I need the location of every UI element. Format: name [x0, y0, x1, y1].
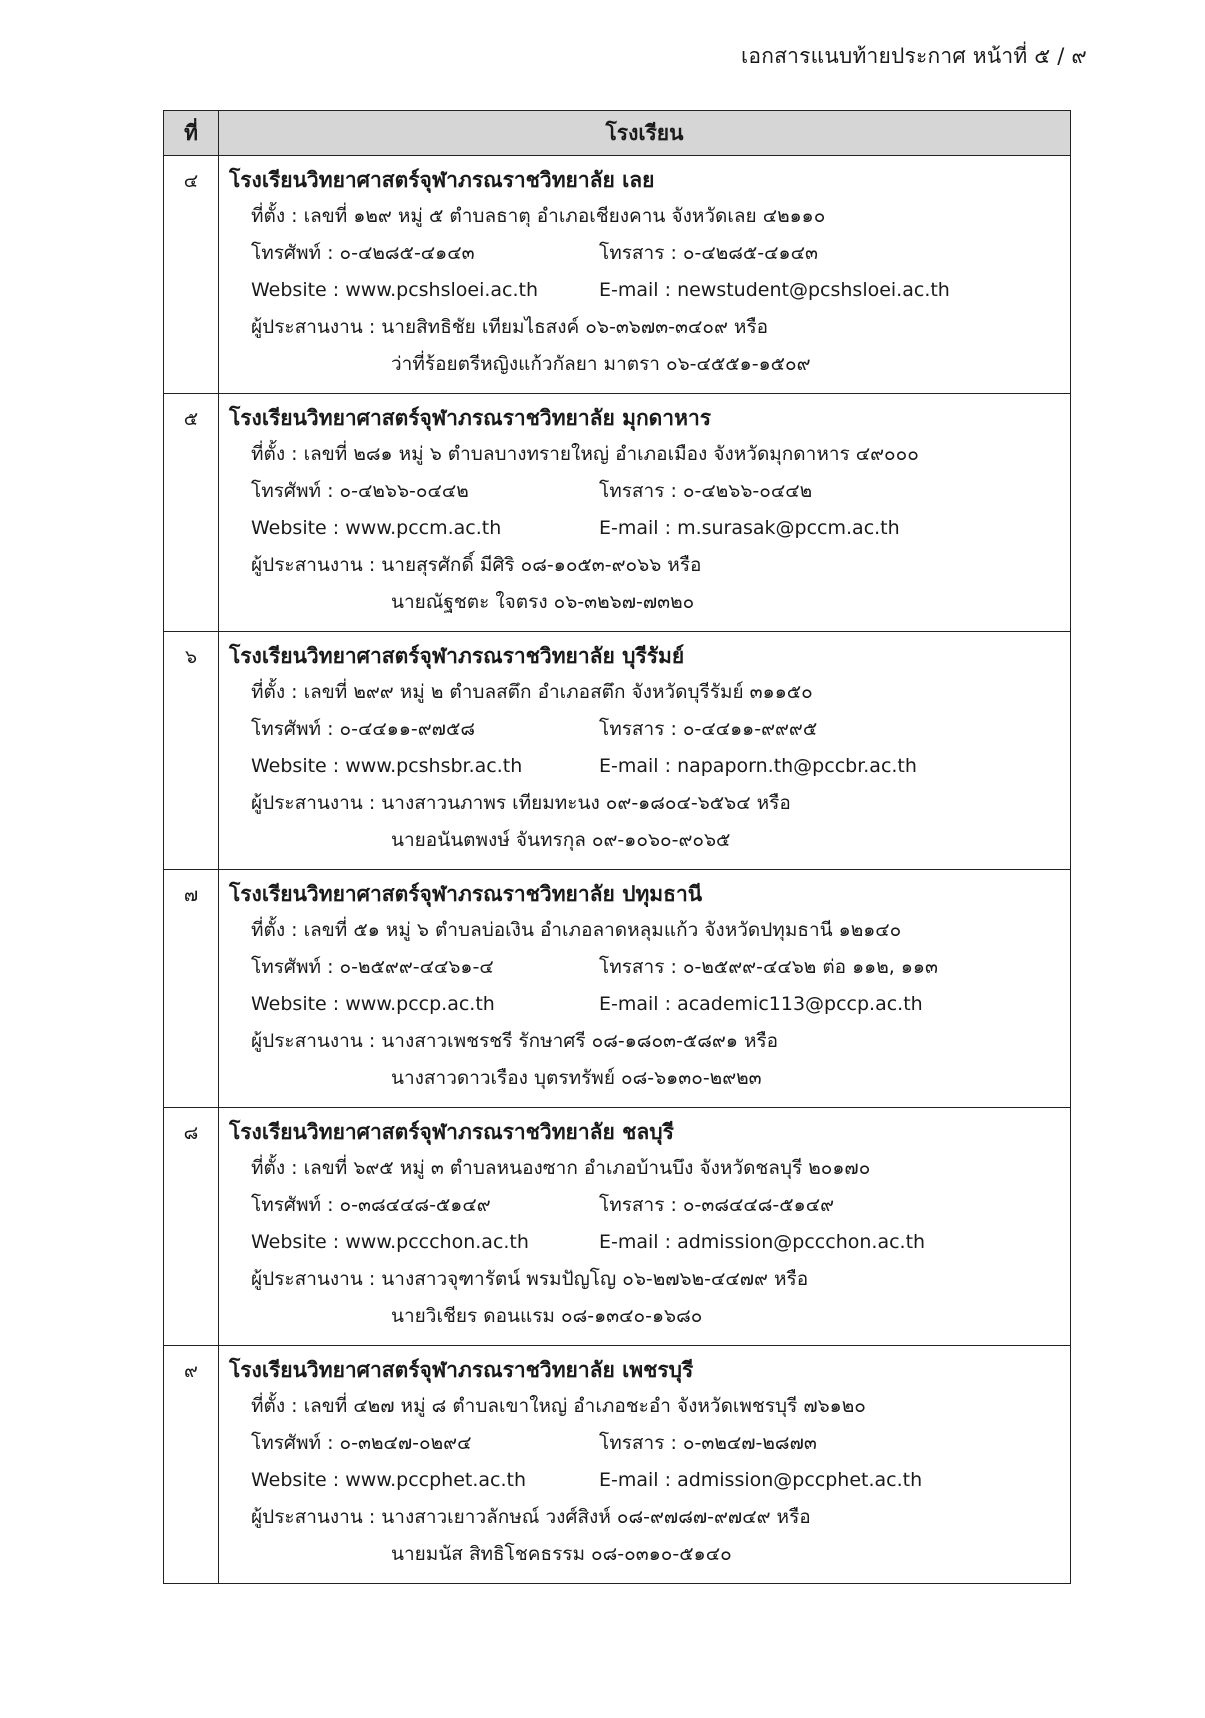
school-name: โรงเรียนวิทยาศาสตร์จุฬาภรณราชวิทยาลัย ชลบุรี [229, 1120, 674, 1144]
fax-value: ๐-๔๒๖๖-๐๔๔๒ [682, 480, 813, 502]
website-value: www.pcshsloei.ac.th [345, 279, 539, 301]
coordinator-primary: นางสาวจุฑารัตน์ พรมปัญโญ ๐๖-๒๗๖๒-๔๔๗๙ หรือ [381, 1268, 809, 1290]
coordinator-line [229, 1261, 1070, 1298]
coordinator-primary: นายสิทธิชัย เทียมไธสงค์ ๐๖-๓๖๗๓-๓๔๐๙ หรือ [381, 316, 769, 338]
email-label: E-mail : [599, 279, 672, 301]
email-group [599, 1462, 922, 1499]
school-name: โรงเรียนวิทยาศาสตร์จุฬาภรณราชวิทยาลัย บุรีรัมย์ [229, 644, 685, 668]
fax-value: ๐-๓๒๔๗-๒๘๗๓ [682, 1432, 817, 1454]
table-header-row [164, 111, 1071, 156]
website-label: Website : [251, 1231, 340, 1253]
address-label: ที่ตั้ง : [251, 1157, 298, 1179]
school-entry [219, 1346, 1071, 1584]
fax-value: ๐-๔๒๘๕-๔๑๔๓ [682, 242, 818, 264]
address-value: เลขที่ ๒๘๑ หมู่ ๖ ตำบลบางทรายใหญ่ อำเภอเมือง จังหวัดมุกดาหาร ๔๙๐๐๐ [303, 443, 919, 465]
coordinator-label: ผู้ประสานงาน : [251, 316, 376, 338]
email-value: napaporn.th@pccbr.ac.th [677, 755, 917, 777]
coordinator-secondary-line [229, 1298, 1070, 1335]
school-name: โรงเรียนวิทยาศาสตร์จุฬาภรณราชวิทยาลัย เพชรบุรี [229, 1358, 694, 1382]
coordinator-secondary-line [229, 1536, 1070, 1573]
email-value: m.surasak@pccm.ac.th [677, 517, 900, 539]
address-line [229, 1388, 1070, 1425]
phone-label: โทรศัพท์ : [251, 956, 334, 978]
address-value: เลขที่ ๕๑ หมู่ ๖ ตำบลบ่อเงิน อำเภอลาดหลุมแก้ว จังหวัดปทุมธานี ๑๒๑๔๐ [303, 919, 902, 941]
coordinator-primary: นางสาวเยาวลักษณ์ วงศ์สิงห์ ๐๘-๙๗๘๗-๙๗๔๙ หรือ [381, 1506, 811, 1528]
coordinator-label: ผู้ประสานงาน : [251, 1030, 376, 1052]
column-header-school: โรงเรียน [219, 111, 1071, 156]
coordinator-line [229, 309, 1070, 346]
coordinator-secondary: นางสาวดาวเรือง บุตรทรัพย์ ๐๘-๖๑๓๐-๒๙๒๓ [391, 1067, 762, 1089]
address-line [229, 912, 1070, 949]
address-label: ที่ตั้ง : [251, 443, 298, 465]
fax-label: โทรสาร : [599, 242, 677, 264]
phone-fax-line [229, 473, 1070, 510]
fax-group [599, 711, 817, 748]
fax-value: ๐-๒๕๙๙-๔๔๖๒ ต่อ ๑๑๒, ๑๑๓ [682, 956, 938, 978]
web-email-line [229, 1462, 1070, 1499]
website-label: Website : [251, 279, 340, 301]
website-label: Website : [251, 517, 340, 539]
email-label: E-mail : [599, 517, 672, 539]
coordinator-secondary-line [229, 822, 1070, 859]
fax-value: ๐-๔๔๑๑-๙๙๙๕ [682, 718, 818, 740]
address-line [229, 436, 1070, 473]
email-value: admission@pccchon.ac.th [677, 1231, 926, 1253]
coordinator-line [229, 785, 1070, 822]
web-email-line [229, 272, 1070, 309]
address-line [229, 198, 1070, 235]
table-row [164, 156, 1071, 394]
coordinator-secondary-line [229, 346, 1070, 383]
phone-fax-line [229, 1425, 1070, 1462]
coordinator-primary: นายสุรศักดิ์ มีศิริ ๐๘-๑๐๕๓-๙๐๖๖ หรือ [381, 554, 702, 576]
coordinator-line [229, 547, 1070, 584]
table-row [164, 632, 1071, 870]
address-label: ที่ตั้ง : [251, 919, 298, 941]
address-line [229, 1150, 1070, 1187]
email-group [599, 272, 950, 309]
email-value: admission@pccphet.ac.th [677, 1469, 923, 1491]
phone-label: โทรศัพท์ : [251, 1194, 334, 1216]
school-name: โรงเรียนวิทยาศาสตร์จุฬาภรณราชวิทยาลัย เลย [229, 168, 655, 192]
website-value: www.pccm.ac.th [345, 517, 502, 539]
coordinator-secondary: นายมนัส สิทธิโชคธรรม ๐๘-๐๓๑๐-๕๑๔๐ [391, 1543, 732, 1565]
website-value: www.pcshsbr.ac.th [345, 755, 523, 777]
address-value: เลขที่ ๔๒๗ หมู่ ๘ ตำบลเขาใหญ่ อำเภอชะอำ จังหวัดเพชรบุรี ๗๖๑๒๐ [303, 1395, 866, 1417]
row-number: ๘ [164, 1108, 219, 1346]
web-email-line [229, 748, 1070, 785]
email-label: E-mail : [599, 1231, 672, 1253]
coordinator-primary: นางสาวเพชรชรี รักษาศรี ๐๘-๑๘๐๓-๕๘๙๑ หรือ [381, 1030, 779, 1052]
phone-fax-line [229, 235, 1070, 272]
phone-value: ๐-๓๘๔๔๘-๕๑๔๙ [339, 1194, 491, 1216]
coordinator-label: ผู้ประสานงาน : [251, 554, 376, 576]
table-row [164, 394, 1071, 632]
email-value: academic113@pccp.ac.th [677, 993, 923, 1015]
address-line [229, 674, 1070, 711]
address-value: เลขที่ ๒๙๙ หมู่ ๒ ตำบลสตึก อำเภอสตึก จังหวัดบุรีรัมย์ ๓๑๑๕๐ [303, 681, 813, 703]
email-label: E-mail : [599, 755, 672, 777]
address-value: เลขที่ ๖๙๕ หมู่ ๓ ตำบลหนองซาก อำเภอบ้านบึง จังหวัดชลบุรี ๒๐๑๗๐ [303, 1157, 871, 1179]
row-number: ๕ [164, 394, 219, 632]
phone-value: ๐-๔๔๑๑-๙๗๕๘ [339, 718, 475, 740]
coordinator-secondary-line [229, 1060, 1070, 1097]
row-number: ๔ [164, 156, 219, 394]
fax-label: โทรสาร : [599, 1432, 677, 1454]
coordinator-label: ผู้ประสานงาน : [251, 1268, 376, 1290]
table-row [164, 1108, 1071, 1346]
phone-fax-line [229, 949, 1070, 986]
coordinator-line [229, 1499, 1070, 1536]
fax-value: ๐-๓๘๔๔๘-๕๑๔๙ [682, 1194, 835, 1216]
website-label: Website : [251, 755, 340, 777]
phone-value: ๐-๓๒๔๗-๐๒๙๔ [339, 1432, 472, 1454]
address-value: เลขที่ ๑๒๙ หมู่ ๕ ตำบลธาตุ อำเภอเชียงคาน จังหวัดเลย ๔๒๑๑๐ [303, 205, 826, 227]
email-group [599, 748, 917, 785]
coordinator-label: ผู้ประสานงาน : [251, 1506, 376, 1528]
coordinator-label: ผู้ประสานงาน : [251, 792, 376, 814]
school-entry [219, 632, 1071, 870]
coordinator-secondary: นายอนันตพงษ์ จันทรกุล ๐๙-๑๐๖๐-๙๐๖๕ [391, 829, 731, 851]
school-name: โรงเรียนวิทยาศาสตร์จุฬาภรณราชวิทยาลัย มุกดาหาร [229, 406, 712, 430]
website-value: www.pccp.ac.th [345, 993, 495, 1015]
fax-label: โทรสาร : [599, 956, 677, 978]
fax-group [599, 1187, 834, 1224]
school-entry [219, 156, 1071, 394]
website-label: Website : [251, 1469, 340, 1491]
school-name: โรงเรียนวิทยาศาสตร์จุฬาภรณราชวิทยาลัย ปทุมธานี [229, 882, 703, 906]
address-label: ที่ตั้ง : [251, 1395, 298, 1417]
coordinator-secondary: นายณัฐชตะ ใจตรง ๐๖-๓๒๖๗-๗๓๒๐ [391, 591, 695, 613]
coordinator-line [229, 1023, 1070, 1060]
school-entry [219, 1108, 1071, 1346]
phone-label: โทรศัพท์ : [251, 480, 334, 502]
schools-table [163, 110, 1071, 1584]
email-group [599, 986, 923, 1023]
website-value: www.pccphet.ac.th [345, 1469, 527, 1491]
table-row [164, 870, 1071, 1108]
phone-value: ๐-๔๒๖๖-๐๔๔๒ [339, 480, 469, 502]
fax-group [599, 473, 812, 510]
fax-group [599, 1425, 817, 1462]
school-entry [219, 394, 1071, 632]
phone-fax-line [229, 1187, 1070, 1224]
email-value: newstudent@pcshsloei.ac.th [677, 279, 950, 301]
coordinator-secondary-line [229, 584, 1070, 621]
web-email-line [229, 986, 1070, 1023]
email-label: E-mail : [599, 993, 672, 1015]
phone-label: โทรศัพท์ : [251, 242, 334, 264]
web-email-line [229, 510, 1070, 547]
web-email-line [229, 1224, 1070, 1261]
phone-value: ๐-๔๒๘๕-๔๑๔๓ [339, 242, 475, 264]
email-group [599, 1224, 925, 1261]
row-number: ๖ [164, 632, 219, 870]
table-row [164, 1346, 1071, 1584]
address-label: ที่ตั้ง : [251, 681, 298, 703]
page-header: เอกสารแนบท้ายประกาศ หน้าที่ ๕ / ๙ [741, 44, 1087, 68]
coordinator-secondary: ว่าที่ร้อยตรีหญิงแก้วกัลยา มาตรา ๐๖-๔๕๕๑-๑๕๐๙ [391, 353, 811, 375]
phone-fax-line [229, 711, 1070, 748]
row-number: ๙ [164, 1346, 219, 1584]
school-entry [219, 870, 1071, 1108]
row-number: ๗ [164, 870, 219, 1108]
email-group [599, 510, 900, 547]
fax-group [599, 949, 938, 986]
website-label: Website : [251, 993, 340, 1015]
address-label: ที่ตั้ง : [251, 205, 298, 227]
phone-value: ๐-๒๕๙๙-๔๔๖๑-๔ [339, 956, 494, 978]
fax-label: โทรสาร : [599, 1194, 677, 1216]
phone-label: โทรศัพท์ : [251, 718, 334, 740]
column-header-no: ที่ [164, 111, 219, 156]
fax-label: โทรสาร : [599, 480, 677, 502]
fax-label: โทรสาร : [599, 718, 677, 740]
website-value: www.pccchon.ac.th [345, 1231, 529, 1253]
fax-group [599, 235, 818, 272]
coordinator-primary: นางสาวนภาพร เทียมทะนง ๐๙-๑๘๐๔-๖๕๖๔ หรือ [381, 792, 791, 814]
coordinator-secondary: นายวิเชียร ดอนแรม ๐๘-๑๓๔๐-๑๖๘๐ [391, 1305, 703, 1327]
email-label: E-mail : [599, 1469, 672, 1491]
phone-label: โทรศัพท์ : [251, 1432, 334, 1454]
